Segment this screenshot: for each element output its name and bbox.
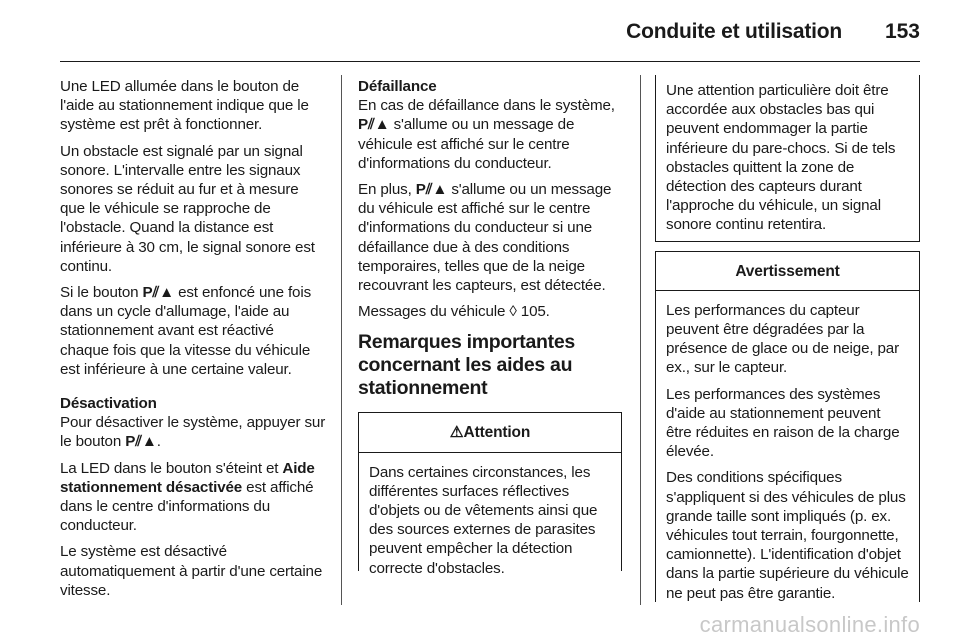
warning-body: [656, 291, 919, 618]
button-reactivation-paragraph: [60, 283, 326, 379]
text: Pour désactiver le système, appuyer sur le bouton: [60, 414, 326, 451]
deactivation-heading: Désactivation: [60, 395, 157, 413]
warning-header: Avertissement: [656, 252, 919, 291]
parking-assist-icon: P⫽▲: [142, 284, 174, 302]
failure-paragraph-1: [358, 96, 622, 173]
warning-paragraph-2: Les performances des systèmes d'aide au stationnement peuvent être réduites en raison de la charge élevée.: [666, 385, 900, 461]
parking-assist-icon: P⫽▲: [125, 433, 157, 451]
deactivation-paragraph-3: Le système est désactivé automatiquement à partir d'une certaine vitesse.: [60, 543, 323, 599]
column-1: [60, 77, 326, 607]
text: est enfoncé une fois dans un cycle d'allumage, l'aide au stationnement avant est réactivé chaque fois que la vitesse du véhicule est inférieure à une certaine valeur.: [60, 284, 312, 378]
text: En plus,: [358, 181, 416, 199]
attention-header: [359, 413, 621, 452]
watermark: carmanualsonline.info: [699, 612, 920, 637]
attention-body: [359, 453, 621, 593]
deactivation-paragraph-2: [60, 459, 326, 536]
column-2: [358, 77, 622, 577]
warning-triangle-icon: ⚠: [449, 424, 464, 442]
obstacle-signal-paragraph: Un obstacle est signalé par un signal sonore. L'intervalle entre les signaux sonores se réduit au fur et à mesure que le véhicule se rapproche de l'obstacle. Quand la distance est inférieure à 30 cm, le signal sonore est continu.: [60, 142, 315, 275]
text: Si le bouton: [60, 284, 143, 302]
attention-box: [358, 412, 622, 577]
column-divider-right: [640, 75, 641, 605]
message-label: Aide stationnement désactivée: [60, 459, 315, 496]
section-title: Remarques importantes concernant les aides au stationnement: [358, 331, 575, 400]
attention-title: Attention: [463, 424, 531, 442]
text: .: [156, 433, 161, 451]
vehicle-messages-reference: Messages du véhicule ◊ 105.: [358, 303, 550, 321]
attention-continued-body: [656, 75, 919, 241]
text: est affiché dans le centre d'informations du conducteur.: [60, 478, 314, 535]
attention-text: Dans certaines circonstances, les différentes surfaces réflectives d'objets ou de vêtements ainsi que des sources externes de parasites peuvent empêcher la détection correcte d'obstacles.: [369, 463, 598, 577]
page-number: 153: [884, 20, 920, 43]
parking-assist-icon: P⫽▲: [358, 116, 390, 134]
text: s'allume ou un message de véhicule est affiché sur le centre d'informations du conducteur.: [358, 116, 575, 172]
led-paragraph: Une LED allumée dans le bouton de l'aide au stationnement indique que le système est prêt à fonctionner.: [60, 78, 309, 134]
warning-paragraph-1: Les performances du capteur peuvent être dégradées par la présence de glace ou de neige, par ex., sur le capteur.: [666, 301, 900, 377]
text: La LED dans le bouton s'éteint et: [60, 459, 283, 477]
column-divider-left: [341, 75, 342, 605]
parking-assist-icon: P⫽▲: [415, 181, 448, 199]
low-obstacles-text: Une attention particulière doit être accordée aux obstacles bas qui peuvent endommager la partie inférieure du pare-chocs. Si de tels obstacles quittent la zone de détection des capteurs durant l'approche du véhicule, un signal sonore continu retentira.: [666, 82, 896, 234]
failure-paragraph-2: [358, 180, 622, 295]
attention-continued-box: [655, 75, 920, 242]
deactivation-paragraph-1: [60, 413, 326, 451]
warning-box: [655, 251, 920, 602]
text: s'allume ou un message du véhicule est affiché sur le centre d'informations du conducteur si une défaillance due à des conditions temporaires, telles que de la neige recouvrant les capteurs, est détectée.: [358, 181, 612, 295]
failure-heading: Défaillance: [358, 78, 437, 95]
warning-paragraph-3: Des conditions spécifiques s'appliquent si des véhicules de plus grande taille sont impliqués (p. ex. véhicules tout terrain, fourgonnette, camionnette). L'identification d'objet dans la partie supérieure du véhicule ne peut pas être garantie.: [666, 469, 909, 602]
header-rule: [60, 61, 920, 62]
text: En cas de défaillance dans le système,: [358, 97, 615, 115]
page-header-title: Conduite et utilisation: [626, 20, 842, 43]
column-3: [655, 77, 920, 602]
